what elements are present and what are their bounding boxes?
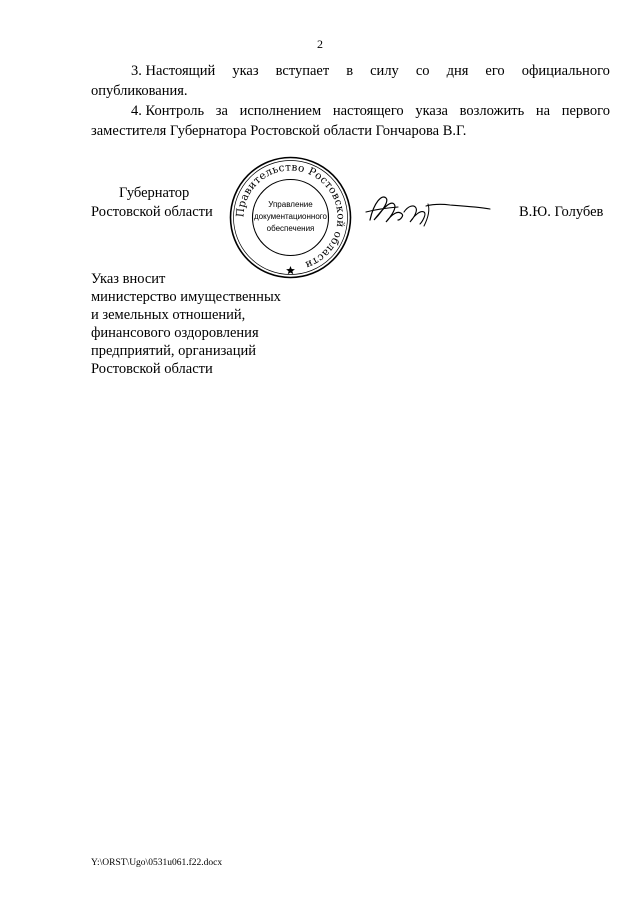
seal-center-line-1: Управление	[268, 200, 313, 209]
submitted-by-line: Указ вносит	[91, 271, 166, 287]
seal-center-line-2: документационного	[254, 212, 327, 221]
word: возложить	[459, 103, 525, 119]
word: дня	[446, 63, 469, 79]
submitted-by-line: финансового оздоровления	[91, 325, 259, 341]
word: первого	[561, 103, 610, 119]
submitted-by-line: и земельных отношений,	[91, 307, 246, 323]
submitted-by-line: Ростовской области	[91, 361, 213, 377]
signer-name: В.Ю. Голубев	[519, 204, 604, 220]
word: в	[346, 63, 354, 79]
paragraph-3-line-1	[91, 61, 610, 81]
word: указа	[415, 103, 448, 119]
word: указ	[232, 63, 259, 79]
handwritten-signature	[364, 190, 494, 230]
word: 4. Контроль	[131, 103, 205, 119]
seal-star-icon	[286, 266, 295, 274]
paragraph-3	[91, 61, 610, 101]
paragraph-4	[91, 101, 610, 141]
word: за	[215, 103, 228, 119]
word: вступает	[275, 63, 330, 79]
word: силу	[370, 63, 399, 79]
page-number: 2	[317, 37, 323, 51]
word: исполнением	[239, 103, 322, 119]
word: настоящего	[332, 103, 404, 119]
signer-title-line-1: Губернатор	[119, 185, 190, 201]
signer-title-line-2: Ростовской области	[91, 204, 213, 220]
word: официального	[521, 63, 610, 79]
footer-file-path: Y:\ORST\Ugo\0531u061.f22.docx	[91, 858, 223, 868]
seal-center-line-3: обеспечения	[266, 224, 315, 233]
word: его	[485, 63, 505, 79]
word: со	[415, 63, 430, 79]
submitted-by-line: предприятий, организаций	[91, 343, 257, 359]
word: 3. Настоящий	[131, 63, 216, 79]
paragraph-3-line-2: опубликования.	[91, 83, 188, 99]
submitted-by-block	[91, 270, 281, 378]
submitted-by-line: министерство имущественных	[91, 289, 281, 305]
word: на	[535, 103, 551, 119]
paragraph-4-line-2: заместителя Губернатора Ростовской области Гончарова В.Г.	[91, 123, 467, 139]
paragraph-4-line-1	[91, 101, 610, 121]
official-seal-stamp	[228, 155, 353, 280]
seal-ring-text: Правительство Ростовской области	[234, 161, 347, 271]
